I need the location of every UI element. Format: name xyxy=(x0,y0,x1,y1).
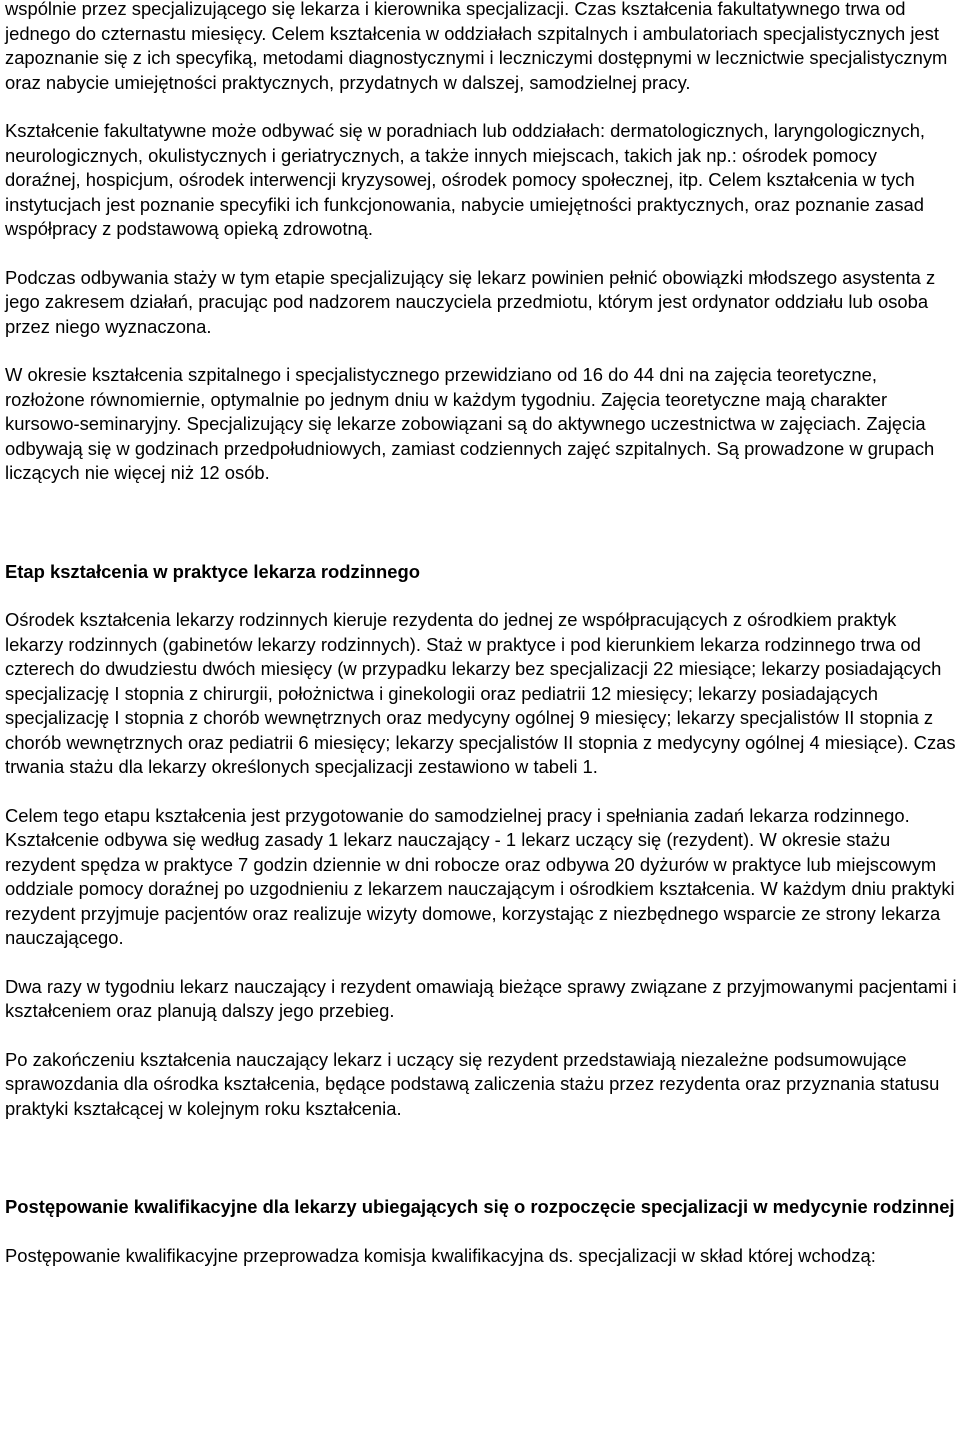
paragraph-staze-obowiazki: Podczas odbywania staży w tym etapie specjalizujący się lekarz powinien pełnić obowiązki młodszego asystenta z jego zakresem działań, pracując pod nadzorem nauczyciela przedmiotu, którym jest ordynator oddziału lub osoba przez niego wyznaczona. xyxy=(5,266,936,337)
paragraph-komisja: Postępowanie kwalifikacyjne przeprowadza komisja kwalifikacyjna ds. specjalizacji w skład której wchodzą: xyxy=(5,1244,876,1266)
paragraph-fakultatywne-intro: wspólnie przez specjalizującego się lekarza i kierownika specjalizacji. Czas kształcenia fakultatywnego trwa od jednego do czternastu miesięcy. Celem kształcenia w oddziałach szpitalnych i ambulatoriach specjalistycznych jest zapoznanie się z ich specyfiką, metodami diagnostycznymi i leczniczymi dostępnymi w lecznictwie specjalistycznym oraz nabycie umiejętności praktycznych, przydatnych w dalszej, samodzielnej pracy. xyxy=(5,0,948,93)
paragraph-omawianie: Dwa razy w tygodniu lekarz nauczający i rezydent omawiają bieżące sprawy związane z przyjmowanymi pacjentami i kształceniem oraz planują dalszy jego przebieg. xyxy=(5,975,957,1021)
paragraph-osrodek-ksztalcenia: Ośrodek kształcenia lekarzy rodzinnych kieruje rezydenta do jednej ze współpracujących z ośrodkiem praktyk lekarzy rodzinnych (gabinetów lekarzy rodzinnych). Staż w praktyce i pod kierunkiem lekarza rodzinnego trwa od czterech do dwudziestu dwóch miesięcy (w przypadku lekarzy bez specjalizacji 22 miesiące; lekarzy posiadających specjalizację I stopnia z chirurgii, położnictwa i ginekologii oraz pediatrii 12 miesięcy; lekarzy posiadających specjalizację I stopnia z chorób wewnętrznych oraz medycyny ogólnej 9 miesięcy; lekarzy specjalistów II stopnia z chorób wewnętrznych oraz pediatrii 6 miesięcy; lekarzy specjalistów II stopnia z medycyny ogólnej 4 miesiące). Czas trwania stażu dla lekarzy określonych specjalizacji zestawiono w tabeli 1. xyxy=(5,609,956,777)
document-page xyxy=(5,0,957,1268)
paragraph-zajecia-teoretyczne: W okresie kształcenia szpitalnego i specjalistycznego przewidziano od 16 do 44 dni na zajęcia teoretyczne, rozłożone równomiernie, optymalnie po jednym dniu w każdym tygodniu. Zajęcia teoretyczne mają charakter kursowo-seminaryjny. Specjalizujący się lekarze zobowiązani są do aktywnego uczestnictwa w zajęciach. Zajęcia odbywają się w godzinach przedpołudniowych, zamiast codziennych zajęć szpitalnych. Są prowadzone w grupach liczących nie więcej niż 12 osób. xyxy=(5,364,935,483)
paragraph-fakultatywne-miejsca: Kształcenie fakultatywne może odbywać się w poradniach lub oddziałach: dermatologicznych, laryngologicznych, neurologicznych, okulistycznych i geriatrycznych, a także innych miejscach, takich jak np.: ośrodek pomocy doraźnej, hospicjum, ośrodek interwencji kryzysowej, ośrodek pomocy społecznej, itp. Celem kształcenia w tych instytucjach jest poznanie specyfiki ich funkcjonowania, nabycie umiejętności praktycznych, oraz poznanie zasad współpracy z podstawową opieką zdrowotną. xyxy=(5,120,926,239)
paragraph-sprawozdania: Po zakończeniu kształcenia nauczający lekarz i uczący się rezydent przedstawiają niezależne podsumowujące sprawozdania dla ośrodka kształcenia, będące podstawą zaliczenia stażu przez rezydenta oraz przyznania statusu praktyki kształcącej w kolejnym roku kształcenia. xyxy=(5,1048,940,1119)
paragraph-cel-etapu: Celem tego etapu kształcenia jest przygotowanie do samodzielnej pracy i spełniania zadań lekarza rodzinnego. Kształcenie odbywa się według zasady 1 lekarz nauczający - 1 lekarz uczący się (rezydent). W okresie stażu rezydent spędza w praktyce 7 godzin dziennie w dni robocze oraz odbywa 20 dyżurów w praktyce lub miejscowym oddziale pomocy doraźnej po uzgodnieniu z lekarzem nauczającym i ośrodkiem kształcenia. W każdym dniu praktyki rezydent przyjmuje pacjentów oraz realizuje wizyty domowe, korzystając z niezbędnego wsparcie ze strony lekarza nauczającego. xyxy=(5,804,955,948)
section-heading-praktyka: Etap kształcenia w praktyce lekarza rodzinnego xyxy=(5,560,420,582)
section-heading-kwalifikacja: Postępowanie kwalifikacyjne dla lekarzy ubiegających się o rozpoczęcie specjalizacji w medycynie rodzinnej xyxy=(5,1196,955,1217)
